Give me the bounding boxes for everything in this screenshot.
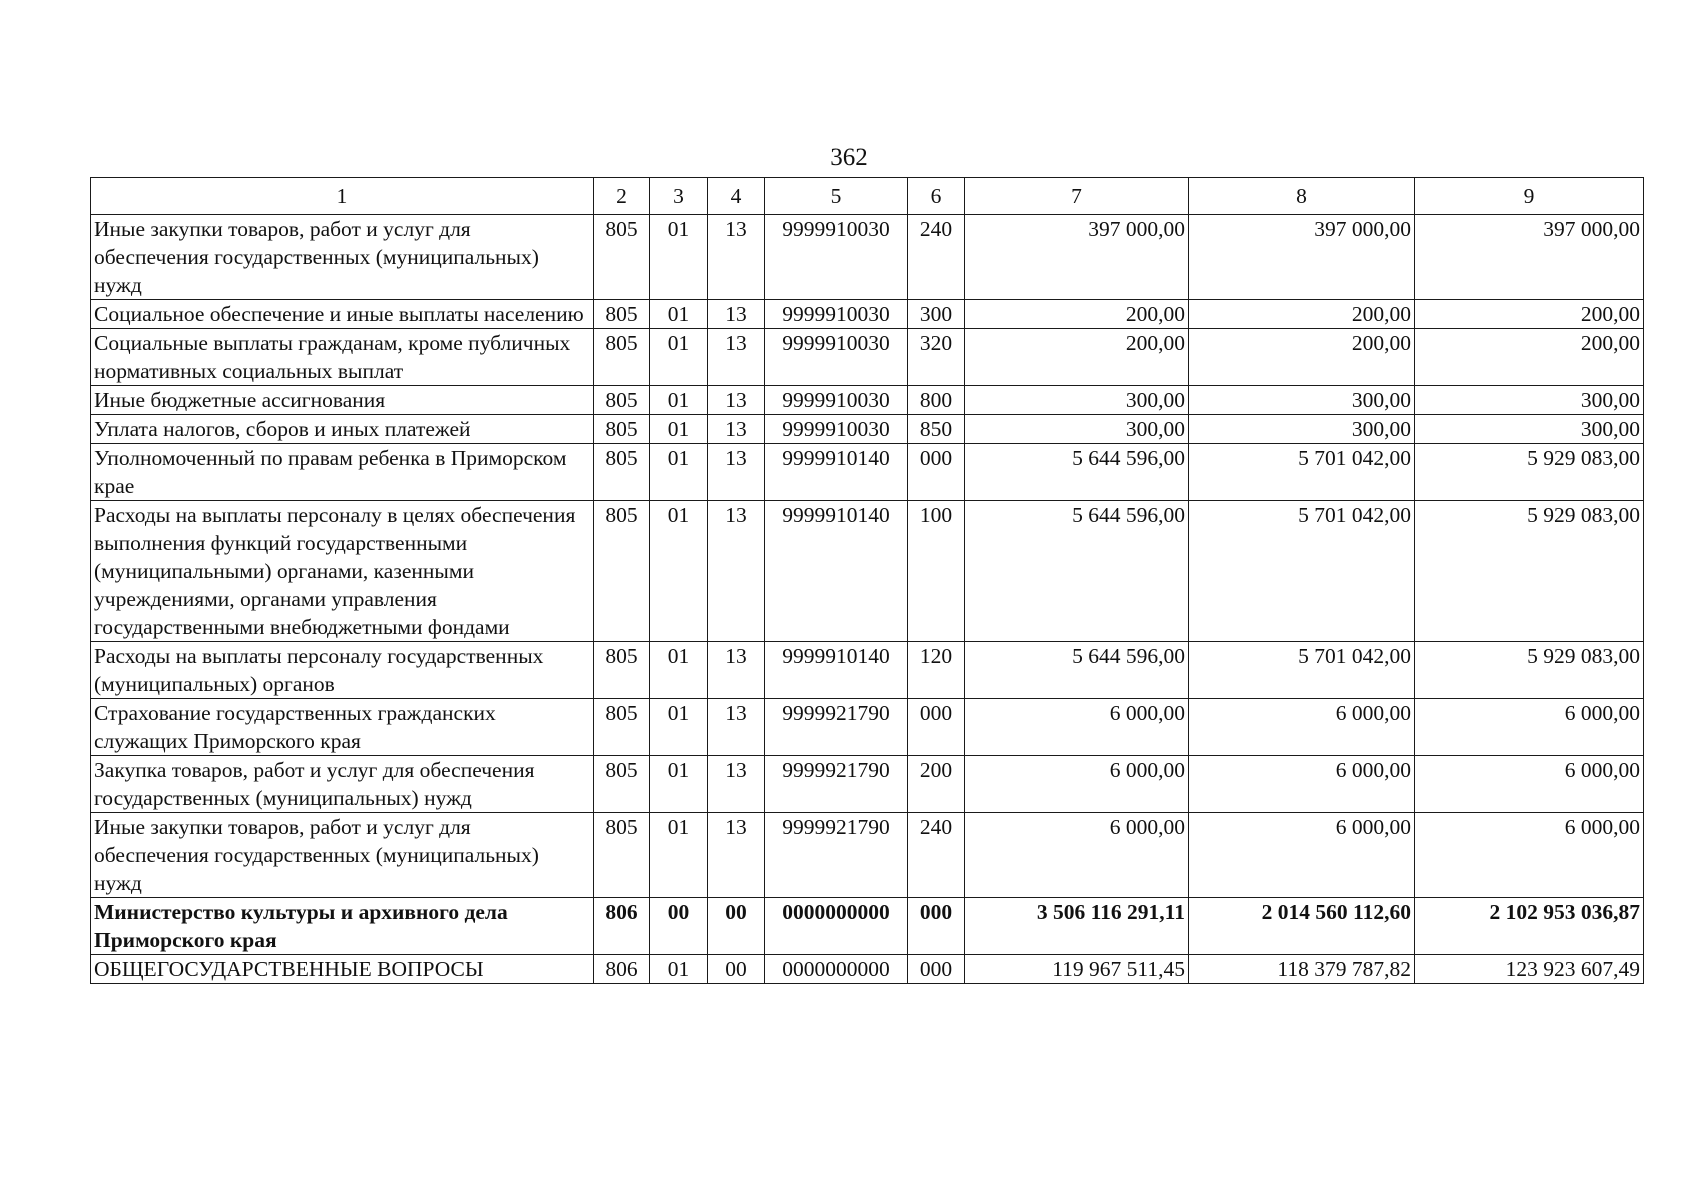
amount-2025: 118 379 787,82 (1189, 955, 1415, 984)
expense-type-code: 850 (908, 415, 965, 444)
ministry-code: 805 (594, 329, 650, 386)
amount-2026: 200,00 (1415, 300, 1644, 329)
ministry-code: 805 (594, 444, 650, 501)
expense-type-code: 300 (908, 300, 965, 329)
subsection-code: 13 (708, 699, 765, 756)
amount-2024: 3 506 116 291,11 (965, 898, 1189, 955)
subsection-code: 13 (708, 444, 765, 501)
subsection-code: 13 (708, 813, 765, 898)
section-code: 00 (650, 898, 708, 955)
subsection-code: 13 (708, 329, 765, 386)
target-article-code: 0000000000 (765, 955, 908, 984)
ministry-code: 806 (594, 898, 650, 955)
expense-type-code: 200 (908, 756, 965, 813)
table-row (91, 300, 1644, 329)
section-code: 01 (650, 699, 708, 756)
amount-2024: 200,00 (965, 300, 1189, 329)
ministry-code: 805 (594, 386, 650, 415)
section-code: 01 (650, 444, 708, 501)
row-name: Социальные выплаты гражданам, кроме публичных нормативных социальных выплат (91, 329, 594, 386)
target-article-code: 9999910140 (765, 501, 908, 642)
target-article-code: 9999910140 (765, 642, 908, 699)
expense-type-code: 000 (908, 699, 965, 756)
amount-2026: 6 000,00 (1415, 699, 1644, 756)
column-header: 3 (650, 178, 708, 215)
amount-2025: 6 000,00 (1189, 756, 1415, 813)
ministry-code: 805 (594, 642, 650, 699)
amount-2026: 6 000,00 (1415, 813, 1644, 898)
table-row (91, 329, 1644, 386)
table-row (91, 501, 1644, 642)
column-header: 8 (1189, 178, 1415, 215)
row-name: ОБЩЕГОСУДАРСТВЕННЫЕ ВОПРОСЫ (91, 955, 594, 984)
row-name: Иные закупки товаров, работ и услуг для обеспечения государственных (муниципальных) нужд (91, 813, 594, 898)
table-row (91, 756, 1644, 813)
amount-2026: 5 929 083,00 (1415, 501, 1644, 642)
section-code: 01 (650, 215, 708, 300)
expense-type-code: 800 (908, 386, 965, 415)
expense-type-code: 000 (908, 898, 965, 955)
target-article-code: 9999921790 (765, 813, 908, 898)
ministry-code: 805 (594, 300, 650, 329)
amount-2024: 300,00 (965, 415, 1189, 444)
amount-2026: 300,00 (1415, 386, 1644, 415)
subsection-code: 13 (708, 386, 765, 415)
subsection-code: 13 (708, 215, 765, 300)
table-row (91, 955, 1644, 984)
section-code: 01 (650, 386, 708, 415)
ministry-code: 805 (594, 756, 650, 813)
section-code: 01 (650, 756, 708, 813)
expense-type-code: 120 (908, 642, 965, 699)
subsection-code: 13 (708, 300, 765, 329)
table-row (91, 215, 1644, 300)
row-name: Социальное обеспечение и иные выплаты населению (91, 300, 594, 329)
expense-type-code: 240 (908, 215, 965, 300)
ministry-code: 806 (594, 955, 650, 984)
amount-2025: 2 014 560 112,60 (1189, 898, 1415, 955)
row-name: Министерство культуры и архивного дела Приморского края (91, 898, 594, 955)
target-article-code: 0000000000 (765, 898, 908, 955)
row-name: Уполномоченный по правам ребенка в Приморском крае (91, 444, 594, 501)
subsection-code: 13 (708, 415, 765, 444)
row-name: Иные закупки товаров, работ и услуг для обеспечения государственных (муниципальных) нужд (91, 215, 594, 300)
amount-2025: 5 701 042,00 (1189, 642, 1415, 699)
header-row (91, 178, 1644, 215)
amount-2025: 200,00 (1189, 329, 1415, 386)
page-number: 362 (830, 144, 868, 171)
target-article-code: 9999910030 (765, 415, 908, 444)
amount-2026: 2 102 953 036,87 (1415, 898, 1644, 955)
row-name: Страхование государственных гражданских служащих Приморского края (91, 699, 594, 756)
amount-2025: 6 000,00 (1189, 699, 1415, 756)
amount-2024: 6 000,00 (965, 699, 1189, 756)
amount-2026: 200,00 (1415, 329, 1644, 386)
target-article-code: 9999910030 (765, 215, 908, 300)
target-article-code: 9999921790 (765, 756, 908, 813)
table-row (91, 444, 1644, 501)
ministry-code: 805 (594, 699, 650, 756)
amount-2024: 5 644 596,00 (965, 501, 1189, 642)
amount-2025: 300,00 (1189, 415, 1415, 444)
subsection-code: 13 (708, 756, 765, 813)
amount-2024: 5 644 596,00 (965, 642, 1189, 699)
target-article-code: 9999910140 (765, 444, 908, 501)
row-name: Закупка товаров, работ и услуг для обеспечения государственных (муниципальных) нужд (91, 756, 594, 813)
subsection-code: 00 (708, 898, 765, 955)
amount-2025: 397 000,00 (1189, 215, 1415, 300)
expense-type-code: 000 (908, 955, 965, 984)
subsection-code: 00 (708, 955, 765, 984)
subsection-code: 13 (708, 642, 765, 699)
section-code: 01 (650, 955, 708, 984)
amount-2024: 200,00 (965, 329, 1189, 386)
amount-2026: 397 000,00 (1415, 215, 1644, 300)
amount-2024: 6 000,00 (965, 813, 1189, 898)
budget-table (90, 177, 1644, 984)
column-header: 6 (908, 178, 965, 215)
table-row (91, 898, 1644, 955)
column-header: 2 (594, 178, 650, 215)
amount-2024: 5 644 596,00 (965, 444, 1189, 501)
column-header: 7 (965, 178, 1189, 215)
section-code: 01 (650, 501, 708, 642)
table-row (91, 699, 1644, 756)
amount-2026: 123 923 607,49 (1415, 955, 1644, 984)
expense-type-code: 100 (908, 501, 965, 642)
amount-2024: 119 967 511,45 (965, 955, 1189, 984)
amount-2025: 200,00 (1189, 300, 1415, 329)
section-code: 01 (650, 813, 708, 898)
amount-2025: 6 000,00 (1189, 813, 1415, 898)
column-header: 1 (91, 178, 594, 215)
amount-2026: 5 929 083,00 (1415, 642, 1644, 699)
amount-2024: 300,00 (965, 386, 1189, 415)
row-name: Иные бюджетные ассигнования (91, 386, 594, 415)
ministry-code: 805 (594, 501, 650, 642)
column-header: 4 (708, 178, 765, 215)
amount-2025: 5 701 042,00 (1189, 501, 1415, 642)
table-row (91, 642, 1644, 699)
expense-type-code: 320 (908, 329, 965, 386)
target-article-code: 9999910030 (765, 300, 908, 329)
section-code: 01 (650, 642, 708, 699)
section-code: 01 (650, 300, 708, 329)
table-row (91, 386, 1644, 415)
ministry-code: 805 (594, 415, 650, 444)
row-name: Расходы на выплаты персоналу в целях обеспечения выполнения функций государственными (муниципальными) органами, казенными учреждениями, органами управления государственными внебюджетными фондами (91, 501, 594, 642)
expense-type-code: 000 (908, 444, 965, 501)
section-code: 01 (650, 329, 708, 386)
expense-type-code: 240 (908, 813, 965, 898)
table-row (91, 415, 1644, 444)
amount-2024: 397 000,00 (965, 215, 1189, 300)
row-name: Расходы на выплаты персоналу государственных (муниципальных) органов (91, 642, 594, 699)
table-row (91, 813, 1644, 898)
target-article-code: 9999921790 (765, 699, 908, 756)
row-name: Уплата налогов, сборов и иных платежей (91, 415, 594, 444)
target-article-code: 9999910030 (765, 386, 908, 415)
ministry-code: 805 (594, 813, 650, 898)
amount-2024: 6 000,00 (965, 756, 1189, 813)
section-code: 01 (650, 415, 708, 444)
subsection-code: 13 (708, 501, 765, 642)
ministry-code: 805 (594, 215, 650, 300)
amount-2026: 5 929 083,00 (1415, 444, 1644, 501)
target-article-code: 9999910030 (765, 329, 908, 386)
amount-2026: 300,00 (1415, 415, 1644, 444)
amount-2025: 300,00 (1189, 386, 1415, 415)
column-header: 5 (765, 178, 908, 215)
amount-2026: 6 000,00 (1415, 756, 1644, 813)
column-header: 9 (1415, 178, 1644, 215)
amount-2025: 5 701 042,00 (1189, 444, 1415, 501)
